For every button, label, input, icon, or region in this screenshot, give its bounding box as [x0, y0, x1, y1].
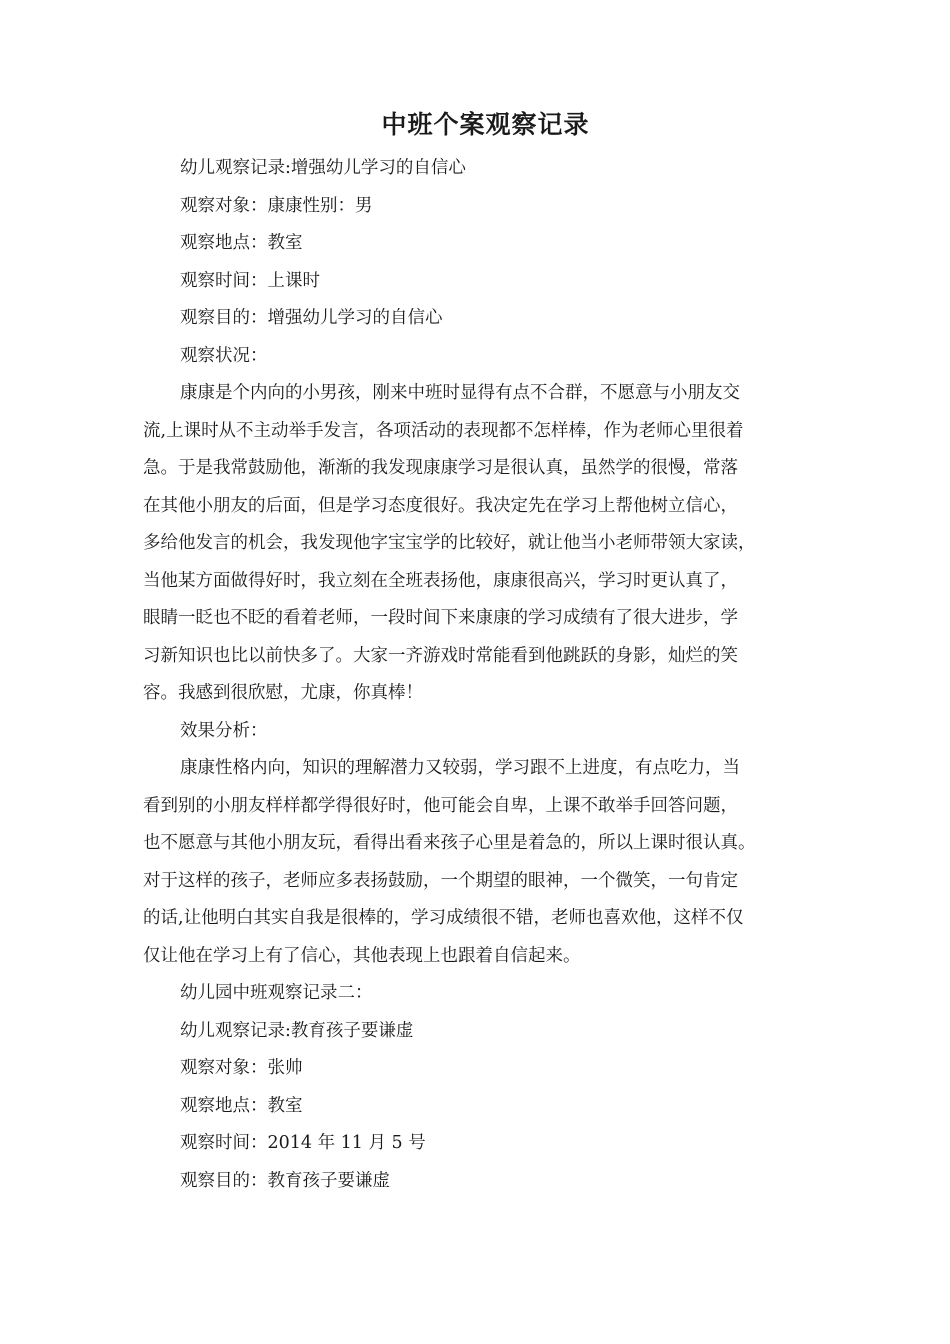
- record2-series-heading: 幼儿园中班观察记录二：: [180, 983, 373, 1003]
- paragraph-line: 的话,让他明白其实自我是很棒的，学习成绩很不错，老师也喜欢他，这样不仅: [143, 908, 744, 928]
- record2-heading: 幼儿观察记录:教育孩子要谦虚: [180, 1020, 414, 1041]
- record1-heading: 幼儿观察记录:增强幼儿学习的自信心: [180, 158, 466, 178]
- paragraph-line: 眼睛一眨也不眨的看着老师，一段时间下来康康的学习成绩有了很大进步，学: [143, 608, 738, 628]
- record1-analysis-paragraph: [143, 750, 820, 975]
- record1-situation-label: 观察状况：: [180, 345, 268, 366]
- paragraph-line: 习新知识也比以前快多了。大家一齐游戏时常能看到他跳跃的身影，灿烂的笑: [143, 645, 738, 666]
- record2-location: 观察地点：教室: [180, 1095, 303, 1116]
- record1-situation-paragraph: [143, 375, 820, 713]
- paragraph-line: 流,上课时从不主动举手发言，各项活动的表现都不怎样棒，作为老师心里很着: [143, 420, 744, 441]
- paragraph-line: 仅让他在学习上有了信心，其他表现上也跟着自信起来。: [143, 945, 581, 966]
- document-title: 中班个案观察记录: [381, 110, 590, 139]
- paragraph-line: 多给他发言的机会，我发现他字宝宝学的比较好，就让他当小老师带领大家读，: [143, 533, 756, 553]
- record2-time: 观察时间：2014 年 11 月 5 号: [180, 1133, 426, 1153]
- record1-analysis-label: 效果分析：: [180, 720, 268, 741]
- paragraph-line: 康康是个内向的小男孩，刚来中班时显得有点不合群，不愿意与小朋友交: [180, 383, 740, 403]
- record1-subject: 观察对象：康康性别：男: [180, 195, 373, 216]
- paragraph-line: 看到别的小朋友样样都学得很好时，他可能会自卑，上课不敢举手回答问题，: [143, 795, 738, 816]
- record1-location: 观察地点：教室: [180, 233, 303, 253]
- paragraph-line: 容。我感到很欣慰，尤康，你真棒！: [143, 683, 423, 703]
- paragraph-line: 康康性格内向，知识的理解潜力又较弱，学习跟不上进度，有点吃力，当: [180, 758, 740, 778]
- record2-purpose: 观察目的：教育孩子要谦虚: [180, 1170, 390, 1191]
- paragraph-line: 也不愿意与其他小朋友玩，看得出看来孩子心里是着急的，所以上课时很认真。: [143, 833, 756, 853]
- paragraph-line: 急。于是我常鼓励他，渐渐的我发现康康学习是很认真，虽然学的很慢，常落: [143, 458, 738, 478]
- paragraph-line: 当他某方面做得好时，我立刻在全班表扬他，康康很高兴，学习时更认真了，: [143, 570, 738, 591]
- record1-time: 观察时间：上课时: [180, 270, 320, 291]
- record2-subject: 观察对象：张帅: [180, 1058, 303, 1078]
- record1-purpose: 观察目的：增强幼儿学习的自信心: [180, 308, 443, 328]
- paragraph-line: 对于这样的孩子，老师应多表扬鼓励，一个期望的眼神，一个微笑，一句肯定: [143, 870, 738, 891]
- paragraph-line: 在其他小朋友的后面，但是学习态度很好。我决定先在学习上帮他树立信心，: [143, 495, 738, 516]
